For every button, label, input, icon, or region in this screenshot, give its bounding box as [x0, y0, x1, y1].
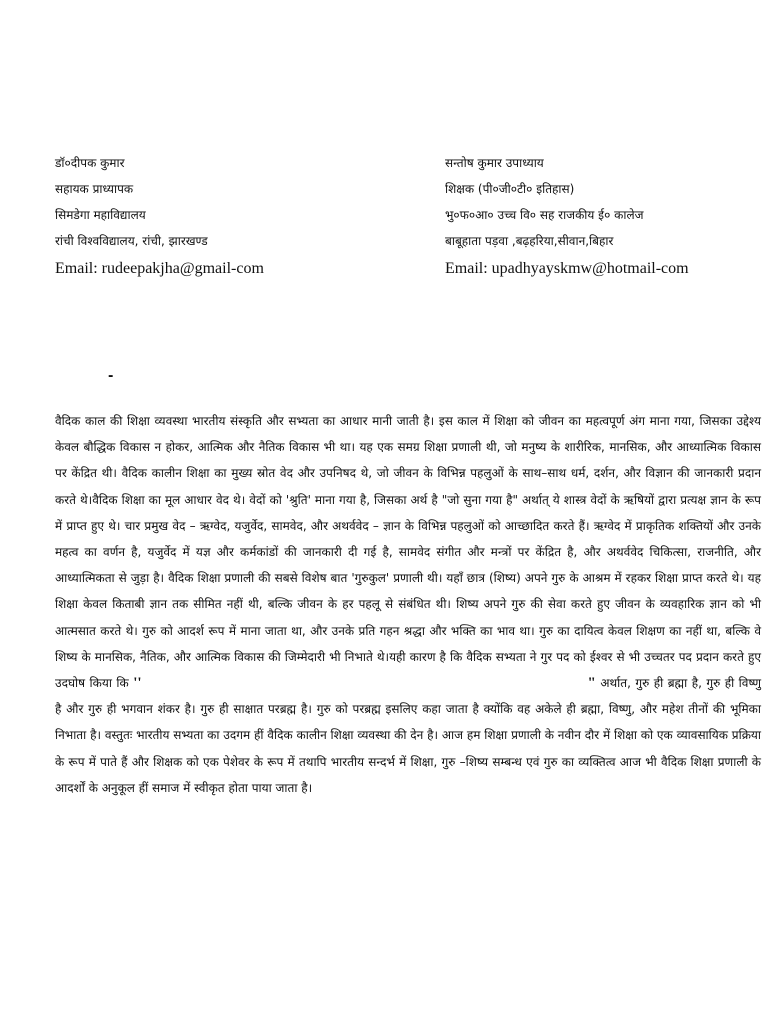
author-right-email: Email: upadhyayskmw@hotmail-com [445, 260, 689, 277]
section-separator: - [108, 369, 114, 384]
author-left-address: रांची विश्वविद्यालय, रांची, झारखण्ड [55, 234, 208, 248]
close-quote: " [587, 675, 596, 692]
body-text-part1: वैदिक काल की शिक्षा व्यवस्था भारतीय संस्कृति और सभ्यता का आधार मानी जाती है। इस काल में शिक्षा को जीवन का महत्वपूर्ण अंग माना गया, जिसका उद्देश्य केवल बौद्धिक विकास न होकर, आत्मिक और नैतिक विकास भी था। यह एक समग्र शिक्षा प्रणाली थी, जो मनुष्य के शारीरिक, मानसिक, और आध्यात्मिक विकास पर केंद्रित थी। वैदिक कालीन शिक्षा का मुख्य स्रोत वेद और उपनिषद थे, जो जीवन के विभिन्न पहलुओं के साथ–साथ धर्म, दर्शन, और विज्ञान की जानकारी प्रदान करते थे।वैदिक शिक्षा का मूल आधार वेद थे। वेदों को 'श्रुति' माना गया है, जिसका अर्थ है "जो सुना गया है" अर्थात् ये शास्त्र वेदों के ऋषियों द्वारा प्रत्यक्ष ज्ञान के रूप में प्राप्त हुए थे। चार प्रमुख वेद – ऋग्वेद, यजुर्वेद, सामवेद, और अथर्ववेद – ज्ञान के विभिन्न पहलुओं को आच्छादित करते हैं। ऋग्वेद में प्राकृतिक शक्तियों और उनके महत्व का वर्णन है, यजुर्वेद में यज्ञ और कर्मकांडों की जानकारी दी गई है, सामवेद संगीत और मन्त्रों पर केंद्रित है, और अथर्ववेद चिकित्सा, राजनीति, और आध्यात्मिकता से जुड़ा है। वैदिक शिक्षा प्रणाली की सबसे विशेष बात 'गुरुकुल' प्रणाली थी। यहाँ छात्र (शिष्य) अपने गुरु के आश्रम में रहकर शिक्षा प्राप्त करते थे। यह शिक्षा केवल किताबी ज्ञान तक सीमित नहीं थी, बल्कि जीवन के हर पहलू से संबंधित थी। शिष्य अपने गुरु की सेवा करते हुए जीवन के व्यवहारिक ज्ञान को भी आत्मसात करते थे। गुरु को आदर्श रूप में माना जाता था, और उनके प्रति गहन श्रद्धा और भक्ति का भाव था। गुरु का दायित्व केवल शिक्षण का नहीं था, बल्कि वे शिष्य के मानसिक, नैतिक, और आत्मिक विकास की जिम्मेदारी भी निभाते थे।यही कारण है कि वैदिक सभ्यता ने गुर पद को ईश्वर से भी उच्चतर पद प्रदान करते हुए उदघोष किया कि [55, 414, 762, 691]
author-left-institution: सिमडेगा महाविद्यालय [55, 208, 146, 222]
author-right-block [445, 150, 745, 284]
body-paragraph [55, 408, 761, 801]
author-left-block [55, 150, 435, 284]
open-quote: '' [133, 675, 142, 692]
article-body [55, 408, 761, 801]
author-right-institution: भु०फ०आ० उच्च वि० सह राजकीय ई० कालेज [445, 208, 644, 222]
author-left-designation: सहायक प्राध्यापक [55, 182, 134, 196]
author-left-email: Email: rudeepakjha@gmail-com [55, 260, 264, 277]
author-right-address: बाबूहाता पड़वा ,बढ़हरिया,सीवान,बिहार [445, 234, 614, 248]
author-right-designation: शिक्षक (पी०जी०टी० इतिहास) [445, 182, 575, 196]
body-text-part2: अर्थात, गुरु ही ब्रह्मा है, गुरु ही विष्णु है और गुरु ही भगवान शंकर है। गुरु ही साक्षात परब्रह्म है। गुरु को परब्रह्म इसलिए कहा जाता है क्योंकि वह अकेले ही ब्रह्मा, विष्णु, और महेश तीनों की भूमिका निभाता है। वस्तुतः भारतीय सभ्यता का उदगम हीं वैदिक कालीन शिक्षा व्यवस्था की देन है। आज हम शिक्षा प्रणाली के नवीन दौर में शिक्षा को एक व्यावसायिक प्रक्रिया के रूप में पाते हैं और शिक्षक को एक पेशेवर के रूप में तथापि भारतीय सन्दर्भ में शिक्षा, गुरु –शिष्य सम्बन्ध एवं गुरु का व्यक्तित्व आज भी वैदिक शिक्षा प्रणाली के आदर्शों के अनुकूल हीं समाज में स्वीकृत होता पाया जाता है। [55, 676, 762, 795]
author-right-name: सन्तोष कुमार उपाध्याय [445, 156, 544, 170]
author-left-name: डॉ०दीपक कुमार [55, 156, 125, 170]
